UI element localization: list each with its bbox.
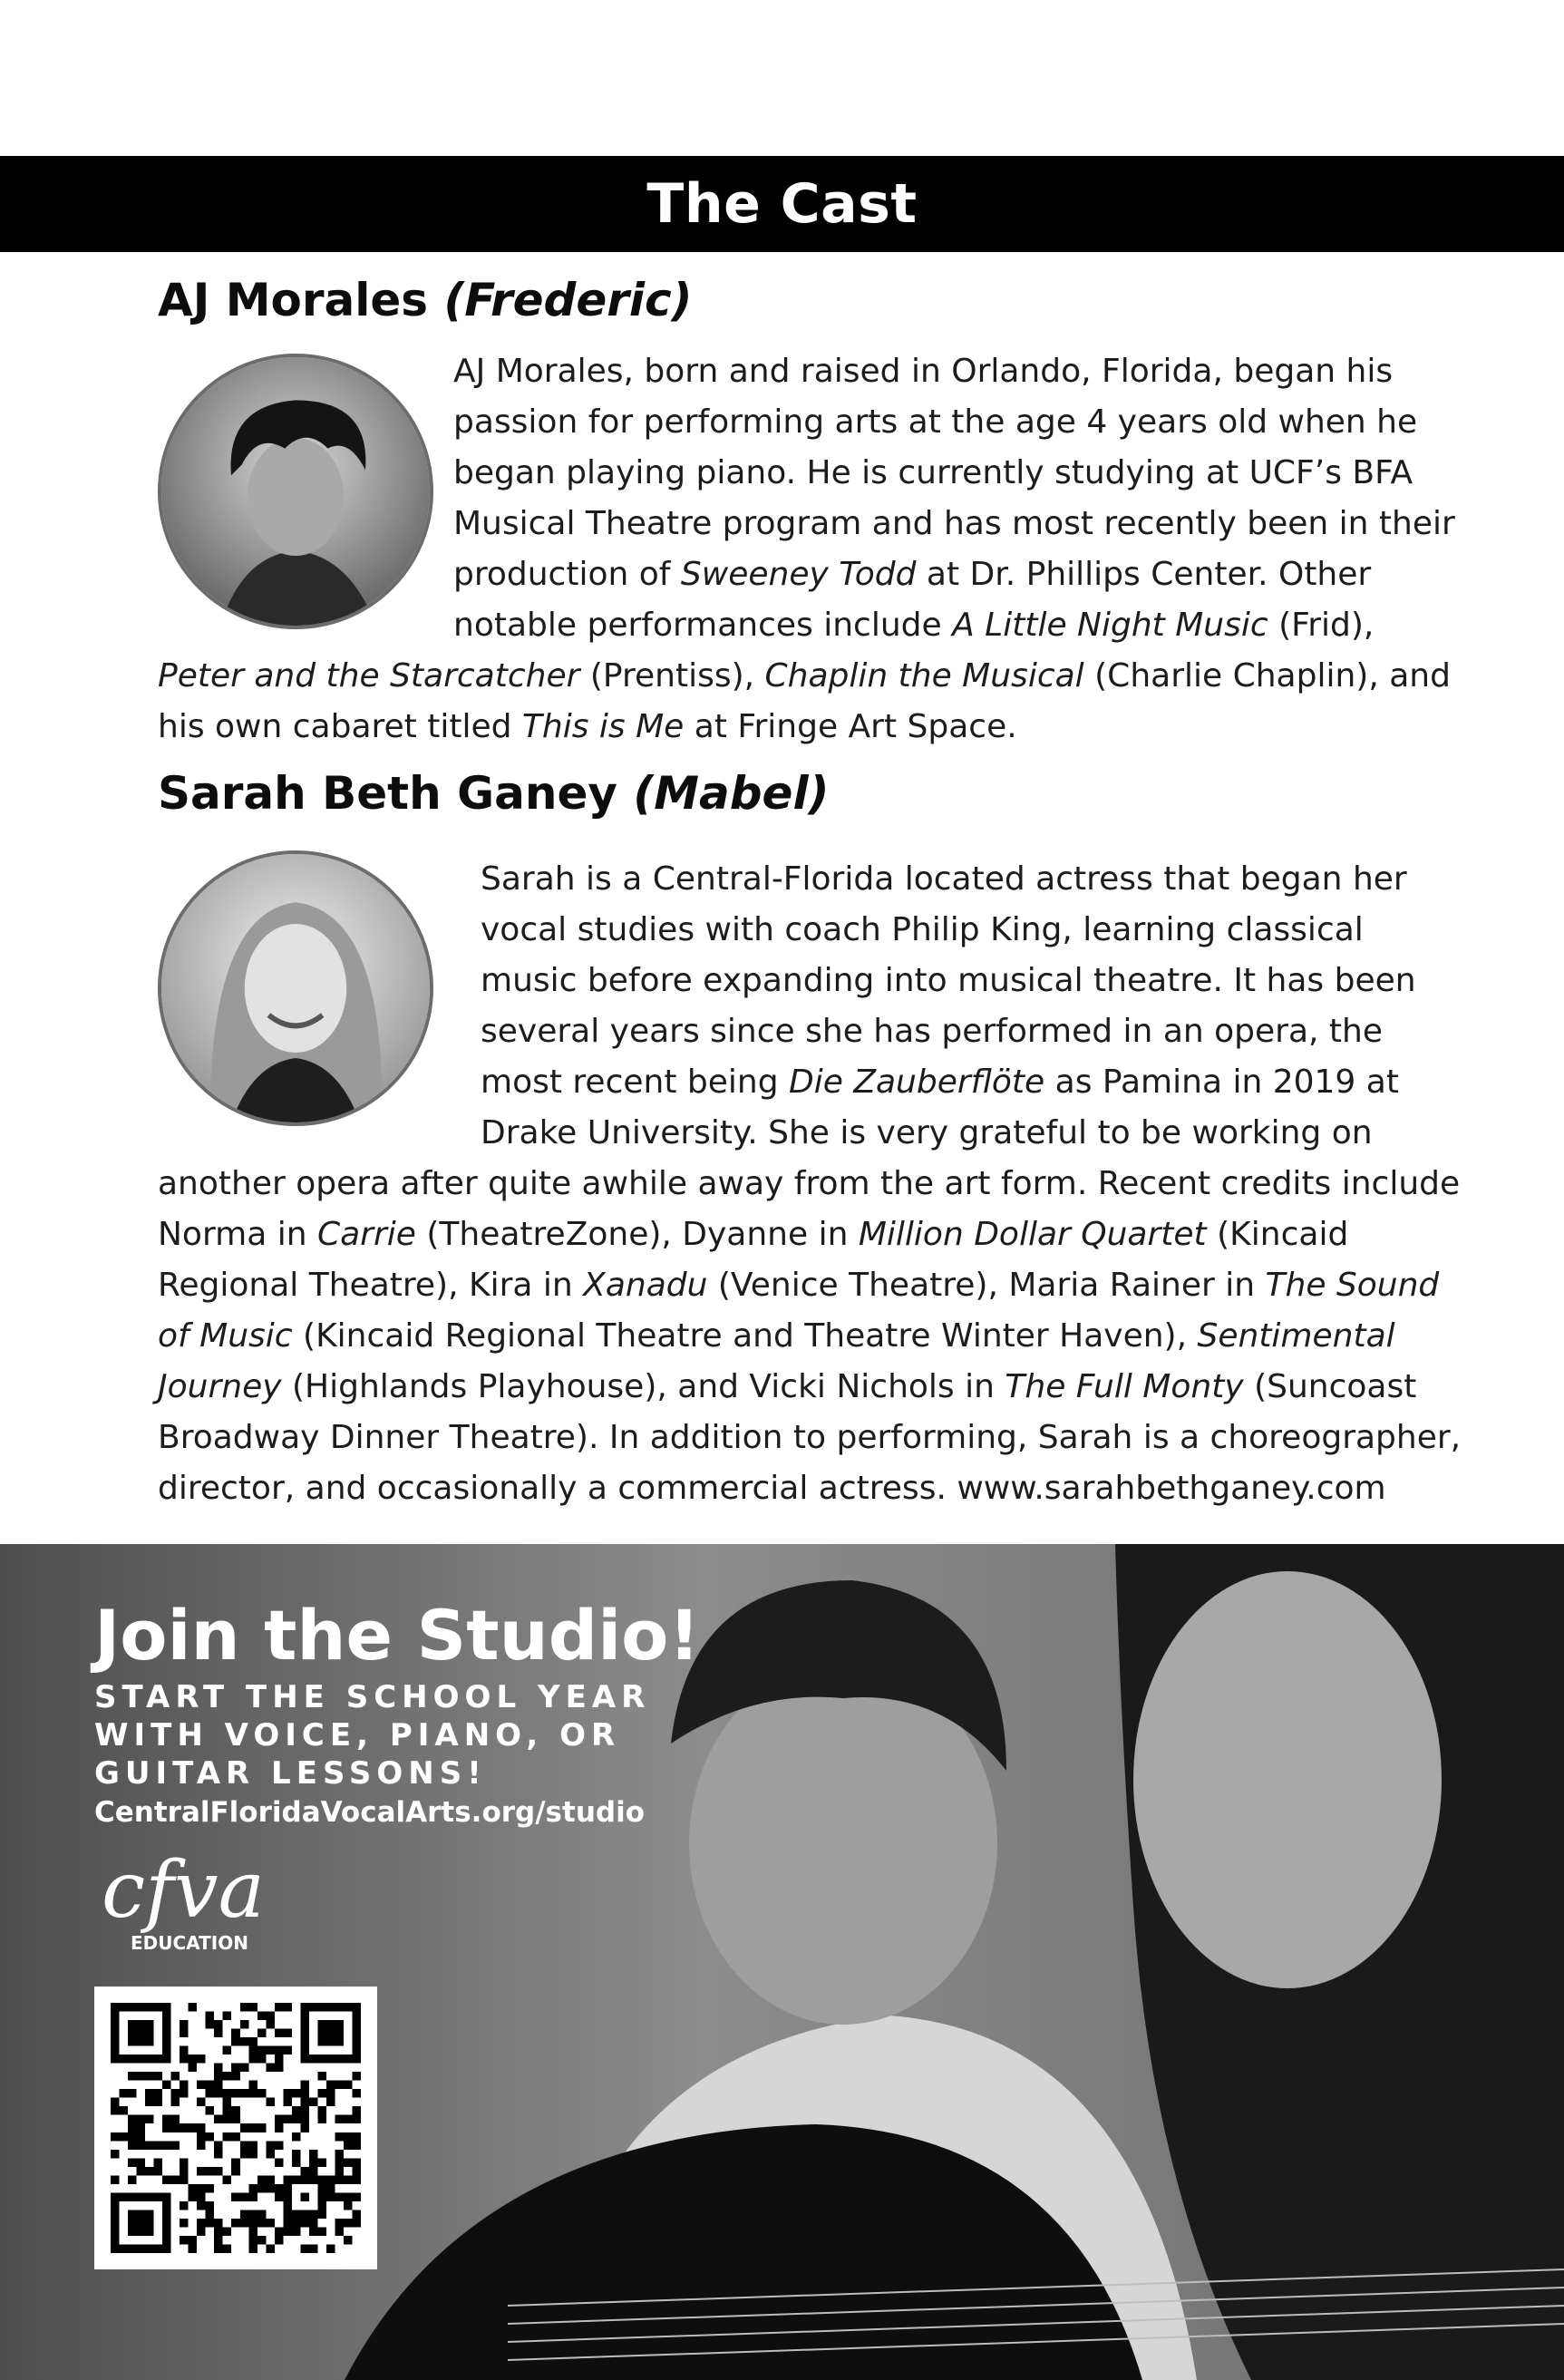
- studio-promo: [0, 1544, 1564, 2380]
- cast-member-name: [158, 767, 829, 820]
- cfva-logo: [94, 1845, 276, 1963]
- promo-title: Join the Studio!: [94, 1595, 701, 1676]
- cfva-logo-mark: cfva: [102, 1845, 265, 1936]
- qr-code-icon: [111, 2003, 361, 2253]
- cast-bio-body: AJ Morales, born and raised in Orlando, Florida, began his passion for performing arts at the age 4 years old when he began playing piano. He is currently studying at UCF’s BFA Musical Theatre program and has most recently been in their production of Sweeney Todd at Dr. Phillips Center. Other notable performances include A Little Night Music (Frid), Peter and the Starcatcher (Prentiss), Chaplin the Musical (Charlie Chaplin), and his own cabaret titled This is Me at Fringe Art Space.: [158, 353, 1455, 745]
- cast-member-name: [158, 274, 693, 326]
- section-title: The Cast: [646, 172, 918, 236]
- cast-bio-body: Sarah is a Central-Florida located actress that began her vocal studies with coach Philip King, learning classical music before expanding into musical theatre. It has been several years since she has performed in an opera, the most recent being Die Zauberflöte as Pamina in 2019 at Drake University. She is very grateful to be working on another opera after quite awhile away from the art form. Recent credits include Norma in Carrie (TheatreZone), Dyanne in Million Dollar Quartet (Kincaid Regional Theatre), Kira in Xanadu (Venice Theatre), Maria Rainer in The Sound of Music (Kincaid Regional Theatre and Theatre Winter Haven), Sentimental Journey (Highlands Playhouse), and Vicki Nichols in The Full Monty (Suncoast Broadway Dinner Theatre). In addition to performing, Sarah is a choreographer, director, and occasionally a commercial actress. www.sarahbethganey.com: [158, 860, 1462, 1507]
- promo-subtitle: START THE SCHOOL YEAR WITH VOICE, PIANO, OR GUITAR LESSONS!: [94, 1679, 651, 1792]
- studio-link[interactable]: CentralFloridaVocalArts.org/studio: [94, 1796, 646, 1829]
- cfva-logo-tagline: EDUCATION: [131, 1932, 248, 1954]
- cast-bio: [158, 854, 1463, 1514]
- cast-name-text: AJ Morales: [158, 274, 429, 326]
- qr-code[interactable]: [94, 1987, 377, 2269]
- cast-role-text: (Mabel): [633, 767, 830, 820]
- cast-role-text: (Frederic): [443, 274, 693, 326]
- cast-name-text: Sarah Beth Ganey: [158, 767, 617, 820]
- cast-bio: [158, 346, 1463, 753]
- cast-banner: [0, 156, 1564, 252]
